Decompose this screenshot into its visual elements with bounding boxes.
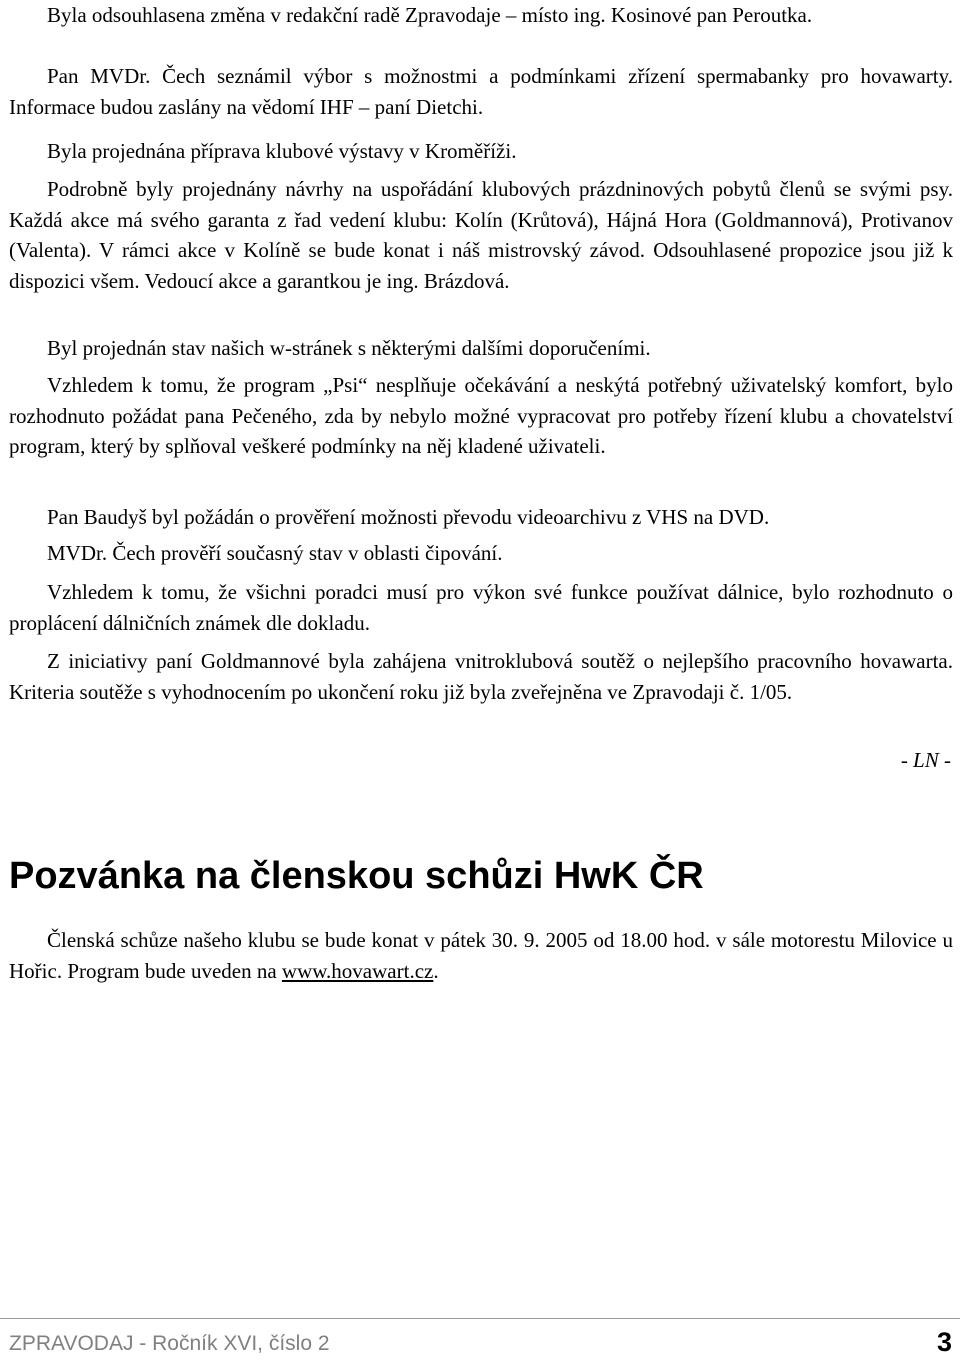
paragraph-spermabank: Pan MVDr. Čech seznámil výbor s možnostmi a podmínkami zřízení spermabanky pro hovawarty. Informace budou zaslány na vědomí IHF – paní Dietchi. [9,64,953,119]
footer-title: ZPRAVODAJ - Ročník XVI, číslo 2 [9,1332,330,1355]
invitation-heading: Pozvánka na členskou schůzi HwK ČR [9,855,704,897]
paragraph-chipping: MVDr. Čech prověří současný stav v oblasti čipování. [47,541,503,565]
footer-divider [0,1318,960,1319]
page-number: 3 [936,1327,952,1357]
paragraph-highway-stamps: Vzhledem k tomu, že všichni poradci musí pro výkon své funkce používat dálnice, bylo rozhodnuto o proplácení dálničních známek dle dokladu. [9,580,953,635]
paragraph-club-show: Byla projednána příprava klubové výstavy v Kroměříži. [47,139,517,163]
invitation-paragraph [9,925,953,986]
invitation-text-end: . [433,958,439,983]
paragraph-competition: Z iniciativy paní Goldmannové byla zahájena vnitroklubová soutěž o nejlepšího pracovního hovawarta. Kriteria soutěže s vyhodnocením po ukončení roku již byla zveřejněna ve Zpravodaji č. 1/05. [9,649,953,704]
author-signature: - LN - [900,748,951,772]
paragraph-editorial-change: Byla odsouhlasena změna v redakční radě Zpravodaje – místo ing. Kosinové pan Peroutka. [47,3,813,27]
invitation-text: Členská schůze našeho klubu se bude konat v pátek 30. 9. 2005 od 18.00 hod. v sále motorestu Milovice u Hořic. Program bude uveden na [9,928,953,983]
paragraph-program-psi: Vzhledem k tomu, že program „Psi“ nesplňuje očekávání a neskýtá potřebný uživatelský komfort, bylo rozhodnuto požádat pana Pečeného, zda by nebylo možné vypracovat pro potřeby řízení klubu a chovatelství program, který by splňoval veškeré podmínky na něj kladené uživateli. [9,373,953,458]
paragraph-holiday-stays: Podrobně byly projednány návrhy na uspořádání klubových prázdninových pobytů členů se svými psy. Každá akce má svého garanta z řad vedení klubu: Kolín (Krůtová), Hájná Hora (Goldmannová), Protivanov (Valenta). V rámci akce v Kolíně se bude konat i náš mistrovský závod. Odsouhlasené propozice jsou již k dispozici všem. Vedoucí akce a garantkou je ing. Brázdová. [9,177,953,293]
paragraph-video-archive: Pan Baudyš byl požádán o prověření možnosti převodu videoarchivu z VHS na DVD. [47,505,770,529]
website-link[interactable]: www.hovawart.cz [281,958,434,983]
paragraph-website: Byl projednán stav našich w-stránek s některými dalšími doporučeními. [47,336,651,360]
